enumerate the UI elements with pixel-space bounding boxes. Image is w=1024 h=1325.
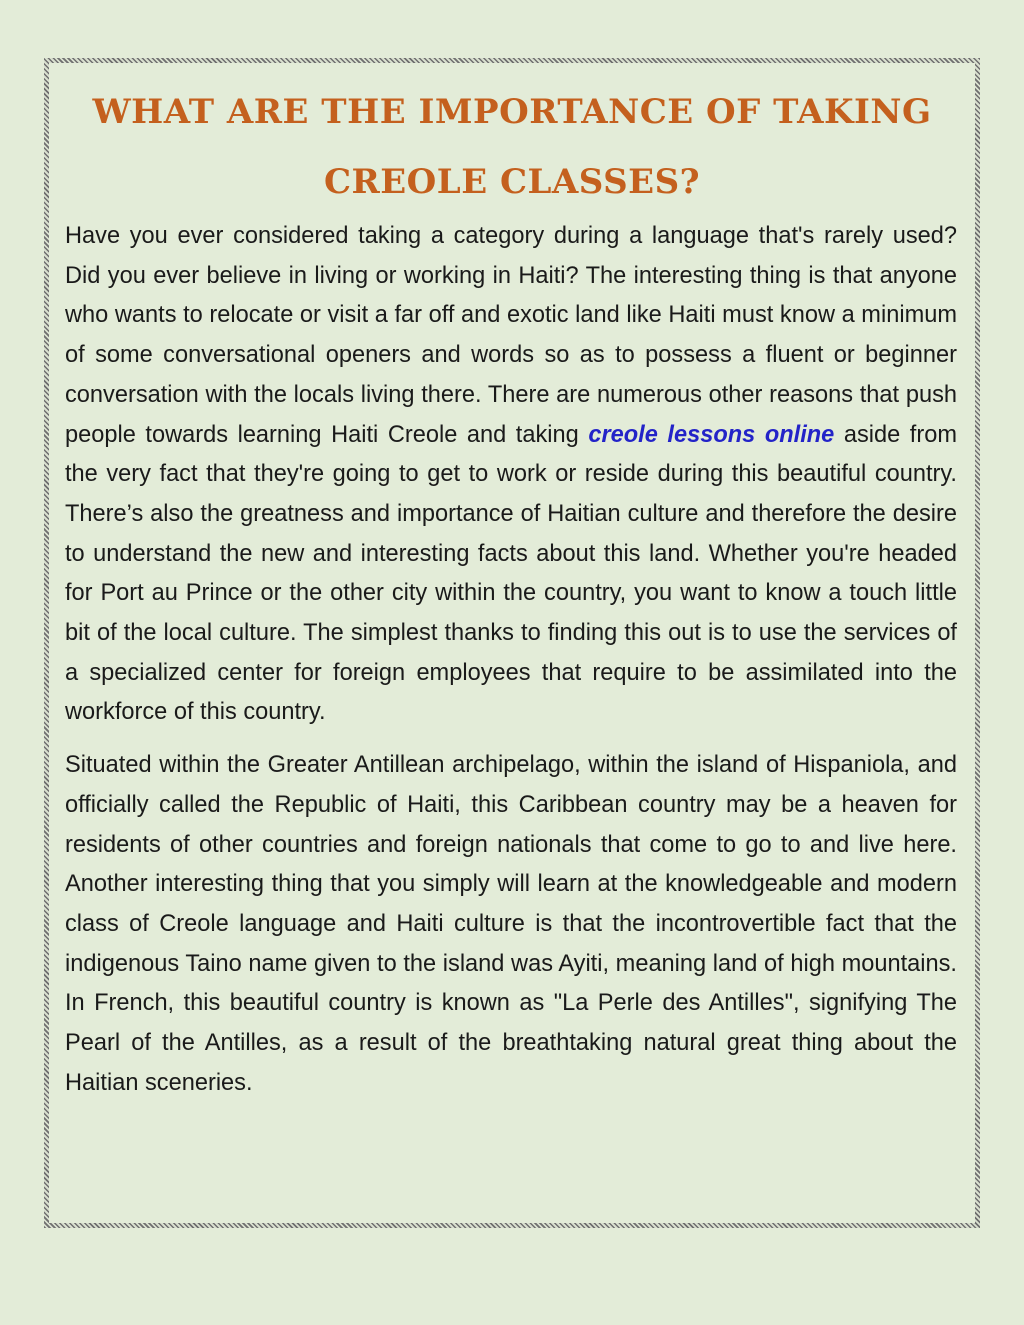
paragraph-1-text-after-link: aside from the very fact that they're going to get to work or reside during this beautiful country. There’s also the greatness and importance of Haitian culture and therefore the desire to understand the new and interesting facts about this land. Whether you're headed for Port au Prince or the other city within the country, you want to know a touch little bit of the local culture. The simplest thanks to finding this out is to use the services of a specialized center for foreign employees that require to be assimilated into the workforce of this country. <box>65 421 957 726</box>
paragraph-1 <box>61 217 963 733</box>
page-border-frame <box>44 58 980 1228</box>
page-title: WHAT ARE THE IMPORTANCE OF TAKING CREOLE CLASSES? <box>92 92 932 202</box>
article-content <box>61 77 963 1213</box>
paragraph-2: Situated within the Greater Antillean archipelago, within the island of Hispaniola, and officially called the Republic of Haiti, this Caribbean country may be a heaven for residents of other countries and foreign nationals that come to go to and live here. Another interesting thing that you simply will learn at the knowledgeable and modern class of Creole language and Haiti culture is that the incontrovertible fact that the indigenous Taino name given to the island was Ayiti, meaning land of high mountains. In French, this beautiful country is known as "La Perle des Antilles", signifying The Pearl of the Antilles, as a result of the breathtaking natural great thing about the Haitian sceneries. <box>65 752 957 1096</box>
creole-lessons-online-link[interactable]: creole lessons online <box>588 421 835 448</box>
paragraph-1-text-before-link: Have you ever considered taking a category during a language that's rarely used? Did you ever believe in living or working in Haiti? The interesting thing is that anyone who wants to relocate or visit a far off and exotic land like Haiti must know a minimum of some conversational openers and words so as to possess a fluent or beginner conversation with the locals living there. There are numerous other reasons that push people towards learning Haiti Creole and taking <box>65 223 957 448</box>
